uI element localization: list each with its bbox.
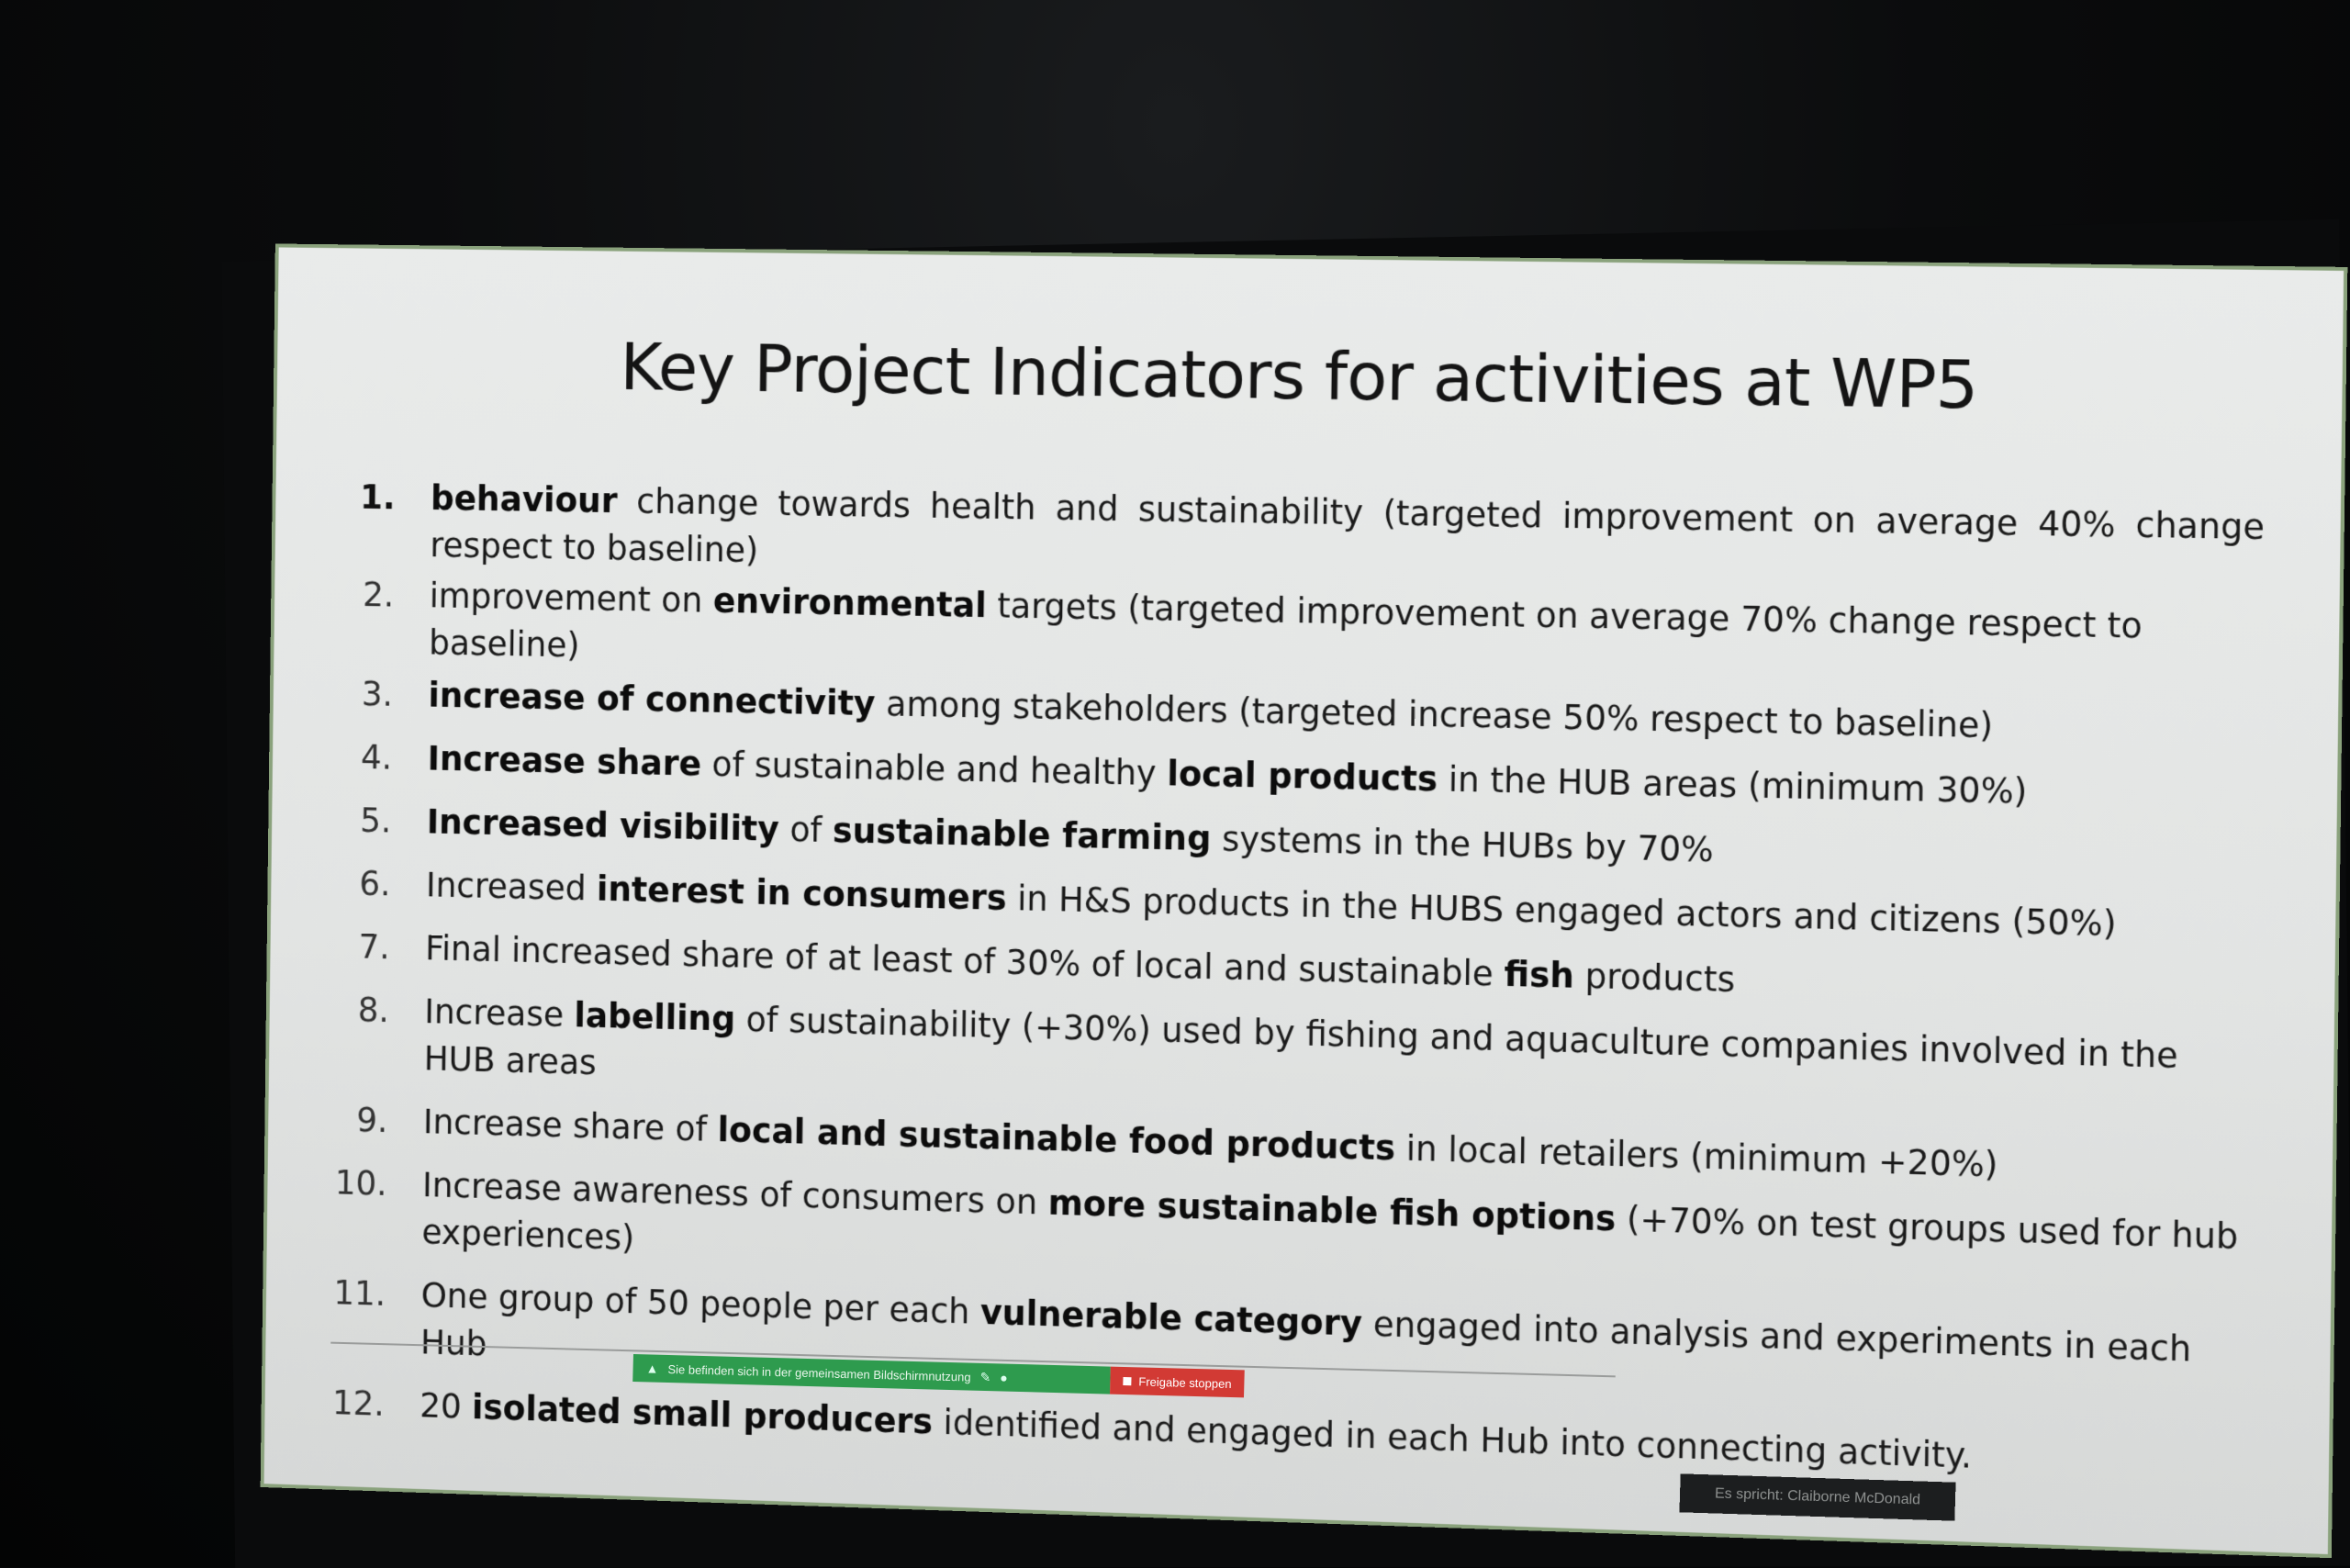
- kpi-emphasis: local products: [1167, 754, 1438, 800]
- kpi-text: in local retailers (minimum +20%): [1394, 1128, 1998, 1185]
- kpi-text: in H&S products in the HUBS engaged actors and citizens (50%): [1006, 879, 2117, 945]
- kpi-number: 2.: [362, 575, 395, 615]
- stop-sharing-button[interactable]: [1110, 1367, 1245, 1398]
- kpi-text: in the HUB areas (minimum 30%): [1437, 759, 2028, 812]
- share-screen-icon: ▲: [645, 1361, 659, 1376]
- kpi-emphasis: Increased visibility: [426, 801, 780, 849]
- kpi-text: of: [778, 810, 834, 851]
- kpi-emphasis: interest in consumers: [596, 869, 1007, 918]
- kpi-emphasis: Increase share: [427, 738, 702, 784]
- kpi-list: [313, 474, 2265, 1507]
- kpi-number: 6.: [359, 864, 391, 904]
- pin-icon[interactable]: ✎: [979, 1369, 991, 1384]
- kpi-emphasis: environmental: [712, 581, 988, 626]
- kpi-number: 5.: [359, 801, 392, 841]
- kpi-text: Increase share of: [422, 1102, 718, 1149]
- kpi-number: 8.: [357, 990, 390, 1030]
- kpi-number: 9.: [356, 1100, 388, 1140]
- kpi-number: 10.: [334, 1162, 387, 1204]
- kpi-text: Increased: [425, 865, 598, 909]
- kpi-text: of sustainable and healthy: [700, 745, 1168, 794]
- kpi-number: 3.: [361, 674, 394, 714]
- kpi-text: engaged into analysis and experiments in each Hub: [420, 1304, 2192, 1370]
- kpi-text: Increase awareness of consumers on: [421, 1165, 1048, 1223]
- kpi-text: (+70% on test groups used for hub experiences): [421, 1199, 2239, 1258]
- screen-share-status-text: Sie befinden sich in der gemeinsamen Bildschirmnutzung: [667, 1361, 971, 1384]
- kpi-number: 1.: [359, 477, 396, 518]
- kpi-emphasis: vulnerable category: [979, 1293, 1363, 1344]
- kpi-emphasis: fish: [1504, 954, 1575, 996]
- kpi-number: 11.: [333, 1272, 386, 1314]
- kpi-emphasis: increase of connectivity: [428, 676, 876, 724]
- kpi-emphasis: isolated small producers: [471, 1387, 934, 1442]
- stop-icon: [1123, 1376, 1131, 1384]
- kpi-emphasis: sustainable farming: [832, 811, 1212, 859]
- kpi-text: One group of 50 people per each: [420, 1275, 981, 1332]
- kpi-emphasis: labelling: [574, 995, 736, 1039]
- kpi-number: 12.: [331, 1383, 385, 1424]
- kpi-text: products: [1573, 956, 1736, 1001]
- kpi-emphasis: behaviour: [430, 478, 618, 521]
- kpi-text: Final increased share of at least of 30% of local and sustainable: [425, 928, 1505, 994]
- stop-sharing-label: Freigabe stoppen: [1138, 1373, 1232, 1391]
- active-speaker-badge: Es spricht: Claiborne McDonald: [1679, 1473, 1955, 1520]
- shield-icon[interactable]: ●: [1000, 1370, 1008, 1385]
- kpi-text: targets (targeted improvement on average 70% change respect to baseline): [428, 586, 2143, 666]
- kpi-emphasis: more sustainable fish options: [1047, 1182, 1617, 1239]
- presentation-slide: [261, 243, 2348, 1558]
- kpi-number: 7.: [358, 926, 390, 968]
- kpi-text: improvement on: [429, 576, 714, 621]
- kpi-text: identified and engaged in each Hub into connecting activity.: [932, 1402, 1973, 1476]
- kpi-text: of sustainability (+30%) used by fishing and aquaculture companies involved in the HUB areas: [423, 1000, 2178, 1083]
- slide-title: Key Project Indicators for activities at WP5: [619, 328, 1978, 424]
- kpi-emphasis: local and sustainable food products: [717, 1110, 1396, 1169]
- kpi-text: 20: [420, 1385, 473, 1427]
- kpi-text: change towards health and sustainability (targeted improvement on average 40% change respect to baseline): [430, 481, 2266, 571]
- kpi-text: systems in the HUBs by 70%: [1211, 819, 1714, 870]
- kpi-text: Increase: [424, 991, 575, 1036]
- kpi-text: among stakeholders (targeted increase 50% respect to baseline): [875, 684, 1994, 746]
- kpi-number: 4.: [360, 737, 393, 778]
